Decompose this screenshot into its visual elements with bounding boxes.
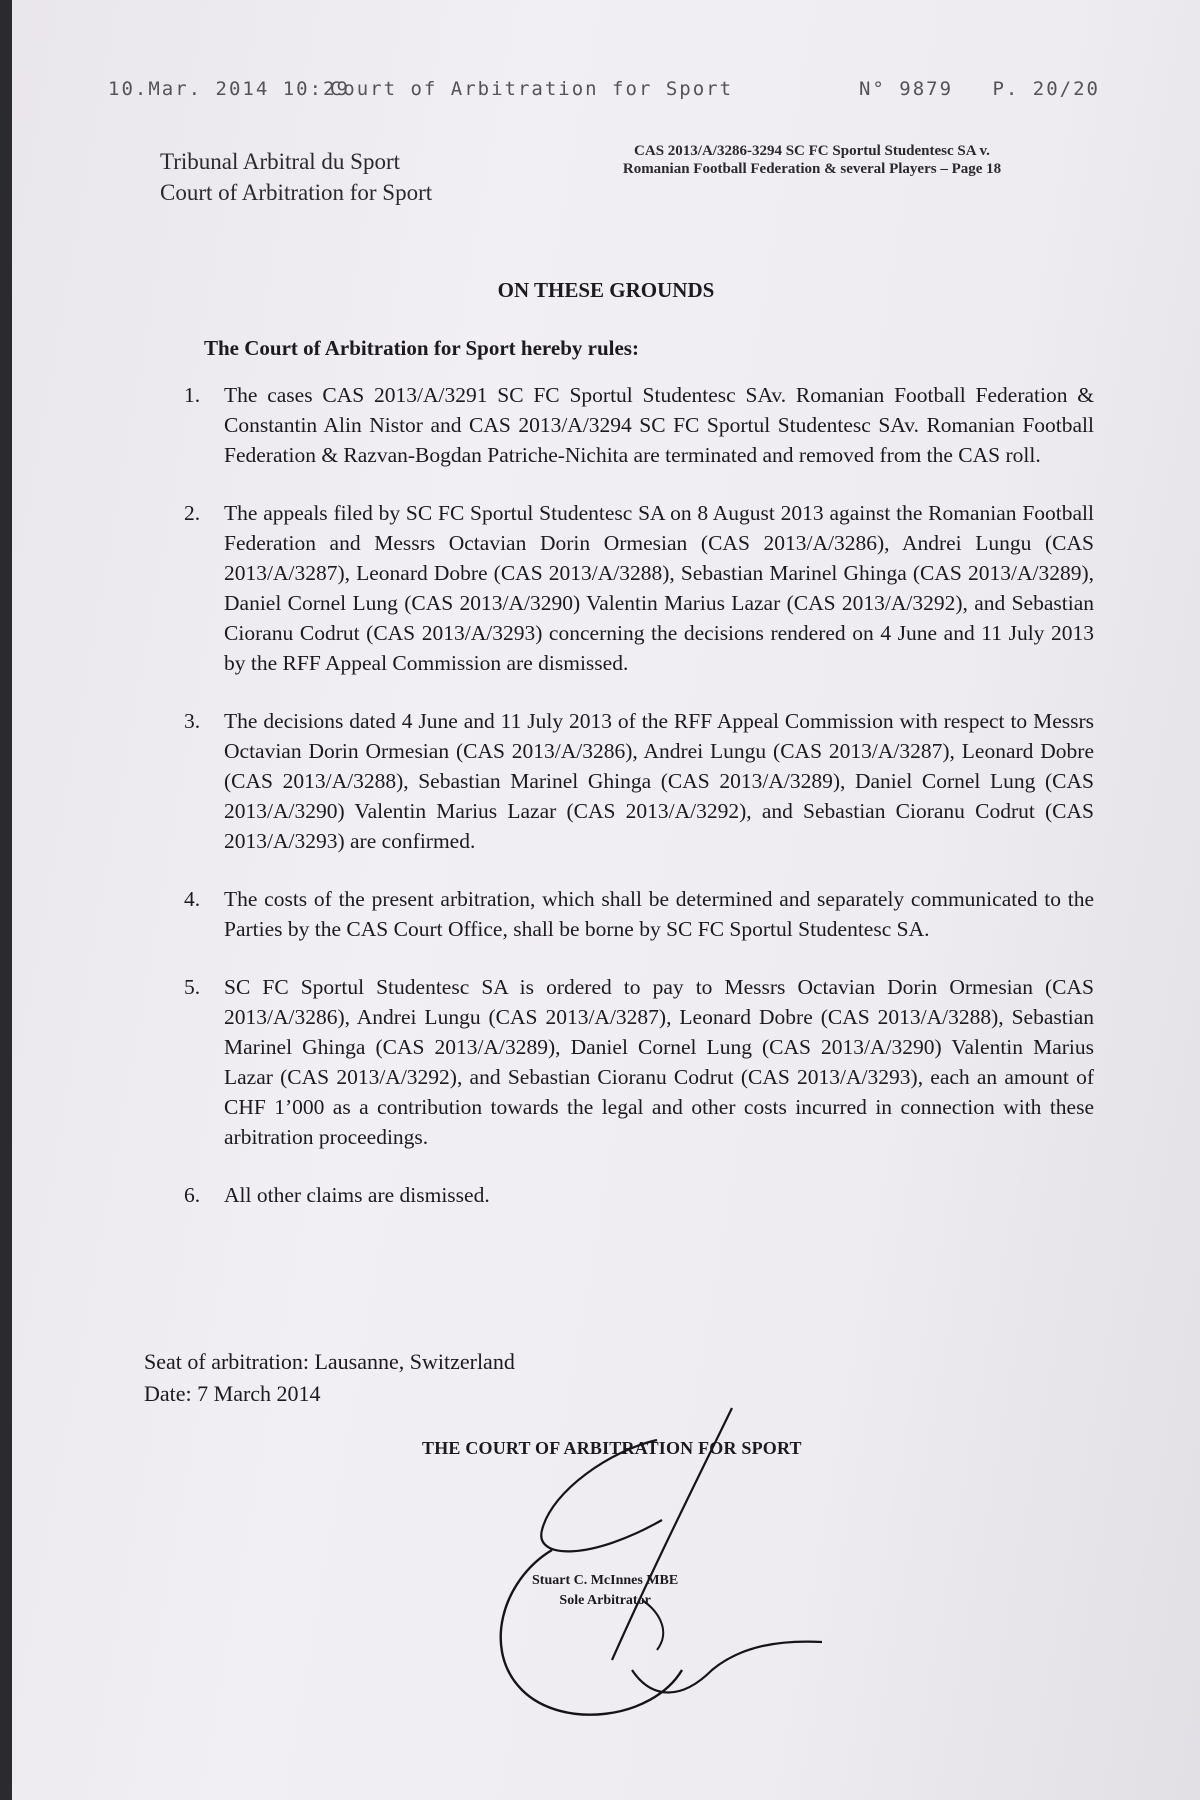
letterhead-french: Tribunal Arbitral du Sport [160, 149, 401, 174]
fax-number: N° 9879 [858, 78, 954, 100]
case-reference-line1: CAS 2013/A/3286-3294 SC FC Sportul Studentesc SA v. [634, 143, 990, 159]
seat-of-arbitration: Seat of arbitration: Lausanne, Switzerland [144, 1349, 515, 1374]
seat-and-date [144, 1346, 515, 1410]
ruling-text: The appeals filed by SC FC Sportul Studentesc SA on 8 August 2013 against the Romanian Football Federation and Messrs Octavian Dorin Ormesian (CAS 2013/A/3286), Andrei Lungu (CAS 2013/A/3287), Leonard Dobre (CAS 2013/A/3288), Sebastian Marinel Ghinga (CAS 2013/A/3289), Daniel Cornel Lung (CAS 2013/A/3290) Valentin Marius Lazar (CAS 2013/A/3292), and Sebastian Cioranu Codrut (CAS 2013/A/3293) concerning the decisions rendered on 4 June and 11 July 2013 by the RFF Appeal Commission are dismissed. [224, 501, 1094, 675]
ruling-number: 6. [184, 1183, 201, 1207]
signer-role: Sole Arbitrator [559, 1593, 651, 1608]
case-reference [582, 142, 1042, 178]
ruling-text: The decisions dated 4 June and 11 July 2013 of the RFF Appeal Commission with respect to Messrs Octavian Dorin Ormesian (CAS 2013/A/3286), Andrei Lungu (CAS 2013/A/3287), Leonard Dobre (CAS 2013/A/3288), Sebastian Marinel Ghinga (CAS 2013/A/3289), Daniel Cornel Lung (CAS 2013/A/3290) Valentin Marius Lazar (CAS 2013/A/3292), and Sebastian Cioranu Codrut (CAS 2013/A/3293) are confirmed. [224, 709, 1094, 853]
fax-sender: Court of Arbitration for Sport [329, 78, 734, 100]
fax-page: P. 20/20 [992, 78, 1100, 100]
ruling-item [184, 380, 1094, 470]
ruling-text: The cases CAS 2013/A/3291 SC FC Sportul Studentesc SAv. Romanian Football Federation & Constantin Alin Nistor and CAS 2013/A/3294 SC FC Sportul Studentesc SAv. Romanian Football Federation & Razvan-Bogdan Patriche-Nichita are terminated and removed from the CAS roll. [224, 383, 1094, 467]
ruling-text: The costs of the present arbitration, which shall be determined and separately communicated to the Parties by the CAS Court Office, shall be borne by SC FC Sportul Studentesc SA. [224, 887, 1094, 941]
ruling-item [184, 706, 1094, 856]
ruling-number: 5. [184, 975, 201, 999]
document-page [12, 0, 1200, 1800]
signature-court-name: THE COURT OF ARBITRATION FOR SPORT [422, 1438, 802, 1458]
section-title: ON THESE GROUNDS [497, 278, 715, 302]
rulings-list [184, 380, 1094, 1238]
letterhead [160, 146, 432, 208]
decision-date: Date: 7 March 2014 [144, 1381, 321, 1406]
ruling-item [184, 972, 1094, 1152]
letterhead-english: Court of Arbitration for Sport [160, 180, 433, 205]
ruling-number: 4. [184, 887, 201, 911]
case-reference-line2: Romanian Football Federation & several Players – Page 18 [622, 161, 1002, 177]
ruling-item [184, 884, 1094, 944]
ruling-number: 3. [184, 709, 201, 733]
ruling-text: All other claims are dismissed. [224, 1183, 490, 1207]
ruling-item [184, 1180, 1094, 1210]
ruling-number: 2. [184, 501, 201, 525]
signer-block [532, 1571, 678, 1611]
fax-header [108, 78, 1100, 100]
fax-number-page [833, 78, 1100, 100]
signer-name: Stuart C. McInnes MBE [532, 1573, 679, 1588]
ruling-item [184, 498, 1094, 678]
ruling-text: SC FC Sportul Studentesc SA is ordered to pay to Messrs Octavian Dorin Ormesian (CAS 2013/A/3286), Andrei Lungu (CAS 2013/A/3287), Leonard Dobre (CAS 2013/A/3288), Sebastian Marinel Ghinga (CAS 2013/A/3289), Daniel Cornel Lung (CAS 2013/A/3290) Valentin Marius Lazar (CAS 2013/A/3292), and Sebastian Cioranu Codrut (CAS 2013/A/3293), each an amount of CHF 1’000 as a contribution towards the legal and other costs incurred in connection with these arbitration proceedings. [224, 975, 1094, 1149]
handwritten-signature [482, 1400, 842, 1730]
ruling-number: 1. [184, 383, 201, 407]
rules-intro: The Court of Arbitration for Sport hereby rules: [204, 336, 639, 360]
fax-datetime: 10.Mar. 2014 10:29 [108, 78, 350, 100]
